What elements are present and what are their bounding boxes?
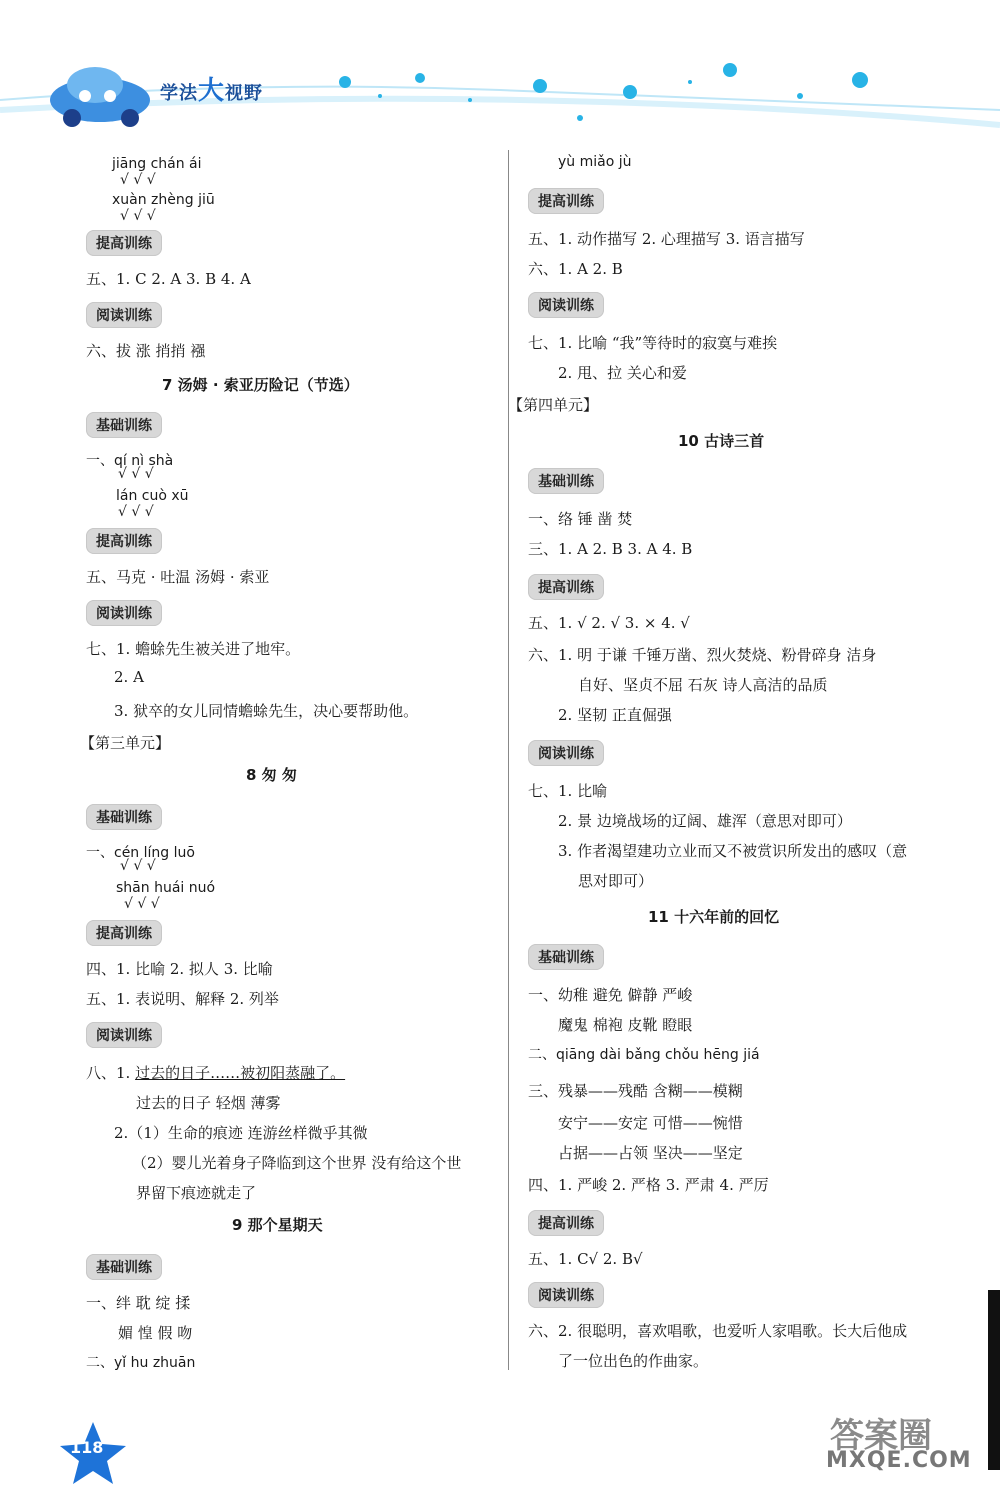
answer-line: 五、1. √ 2. √ 3. × 4. √ — [528, 614, 690, 632]
header-decoration — [0, 0, 1000, 140]
answer-line: 一、幼稚 避免 僻静 严峻 — [528, 986, 693, 1004]
answer-line: 过去的日子 轻烟 薄雾 — [136, 1094, 281, 1112]
section-tag: 阅读训练 — [528, 1282, 604, 1308]
section-tag: 提高训练 — [86, 528, 162, 554]
pinyin-row: 一、qí nì shà — [86, 453, 174, 469]
answer-line: 六、1. A 2. B — [528, 260, 623, 278]
answer-line: 三、残暴——残酷 含糊——模糊 — [528, 1082, 743, 1100]
section-tag: 提高训练 — [528, 574, 604, 600]
check-marks: √ √ √ — [120, 858, 156, 874]
watermark-url: MXQE.COM — [826, 1448, 972, 1473]
answer-line: 六、1. 明 于谦 千锤万凿、烈火焚烧、粉骨碎身 洁身 — [528, 646, 877, 664]
section-tag: 提高训练 — [86, 920, 162, 946]
answer-line: 2. 甩、拉 关心和爱 — [558, 364, 687, 382]
pinyin-row: yù miǎo jù — [558, 154, 632, 170]
answer-line: 六、2. 很聪明，喜欢唱歌，也爱听人家唱歌。长大后他成 — [528, 1322, 908, 1340]
pinyin-row: shān huái nuó — [116, 880, 216, 896]
answer-line: 了一位出色的作曲家。 — [558, 1352, 709, 1370]
page-header — [0, 0, 1000, 140]
page-number: 118 — [70, 1438, 104, 1457]
column-divider — [508, 150, 509, 1370]
lesson-title: 10 古诗三首 — [678, 432, 765, 450]
lesson-title: 7 汤姆 · 索亚历险记（节选） — [162, 376, 359, 394]
lesson-title: 9 那个星期天 — [232, 1216, 323, 1234]
watermark-logo: 答案圈 — [830, 1416, 932, 1456]
answer-line: 自好、坚贞不屈 石灰 诗人高洁的品质 — [578, 676, 828, 694]
edge-bar — [988, 1290, 1000, 1470]
answer-line: 3. 作者渴望建功立业而又不被赏识所发出的感叹（意 — [558, 842, 908, 860]
underlined-quote: 过去的日子……被初阳蒸融了。 — [135, 1064, 346, 1082]
section-tag: 基础训练 — [86, 412, 162, 438]
answer-line: 五、1. C 2. A 3. B 4. A — [86, 270, 251, 288]
answer-line: 七、1. 比喻 — [528, 782, 608, 800]
section-tag: 提高训练 — [528, 188, 604, 214]
check-marks: √ √ √ — [118, 504, 154, 520]
answer-line: 占据——占领 坚决——坚定 — [558, 1144, 743, 1162]
answer-prefix: 八、1. — [86, 1064, 136, 1082]
answer-line: 五、1. 动作描写 2. 心理描写 3. 语言描写 — [528, 230, 805, 248]
check-marks: √ √ √ — [120, 208, 156, 224]
pinyin-row: xuàn zhèng jiū — [112, 192, 215, 208]
section-tag: 阅读训练 — [86, 302, 162, 328]
answer-line: 界留下痕迹就走了 — [136, 1184, 257, 1202]
pinyin-row: jiāng chán ái — [112, 156, 202, 172]
lesson-title: 8 匆 匆 — [246, 766, 297, 784]
lesson-title: 11 十六年前的回忆 — [648, 908, 780, 926]
answer-line: 思对即可） — [578, 872, 654, 890]
answer-line: 3. 狱卒的女儿同情蟾蜍先生，决心要帮助他。 — [114, 702, 419, 720]
answer-line: 五、1. 表说明、解释 2. 列举 — [86, 990, 279, 1008]
answer-line: 2.（1）生命的痕迹 连游丝样微乎其微 — [114, 1124, 368, 1142]
check-marks: √ √ √ — [118, 466, 154, 482]
pinyin-row: 一、cén líng luō — [86, 845, 195, 861]
section-tag: 基础训练 — [528, 944, 604, 970]
unit-heading: 【第三单元】 — [80, 734, 171, 752]
answer-line: 六、拔 涨 捎捎 襁 — [86, 342, 206, 360]
car-icon — [50, 67, 150, 127]
answer-line: 七、1. 蟾蜍先生被关进了地牢。 — [86, 640, 301, 658]
section-tag: 阅读训练 — [86, 1022, 162, 1048]
section-tag: 阅读训练 — [528, 292, 604, 318]
answer-line: 一、绊 耽 绽 揉 — [86, 1294, 191, 1312]
answer-line: 2. A — [114, 668, 144, 686]
brand-logo: 学法大视野 — [160, 76, 264, 106]
section-tag: 提高训练 — [528, 1210, 604, 1236]
check-marks: √ √ √ — [120, 172, 156, 188]
pinyin-row: lán cuò xū — [116, 488, 189, 504]
section-tag: 提高训练 — [86, 230, 162, 256]
section-tag: 基础训练 — [528, 468, 604, 494]
unit-heading: 【第四单元】 — [508, 396, 599, 414]
answer-line: 七、1. 比喻 “我”等待时的寂寞与难挨 — [528, 334, 778, 352]
section-tag: 阅读训练 — [86, 600, 162, 626]
answer-line: 魔鬼 棉袍 皮靴 瞪眼 — [558, 1016, 693, 1034]
answer-line: 2. 坚韧 正直倔强 — [558, 706, 672, 724]
answer-line: 安宁——安定 可惜——惋惜 — [558, 1114, 743, 1132]
pinyin-row: 二、yǐ hu zhuān — [86, 1355, 196, 1371]
answer-line: 五、1. C√ 2. B√ — [528, 1250, 643, 1268]
answer-line — [86, 1062, 345, 1083]
answer-line: 五、马克 · 吐温 汤姆 · 索亚 — [86, 568, 270, 586]
answer-line: （2）婴儿光着身子降临到这个世界 没有给这个世 — [132, 1154, 462, 1172]
section-tag: 阅读训练 — [528, 740, 604, 766]
answer-line: 三、1. A 2. B 3. A 4. B — [528, 540, 693, 558]
section-tag: 基础训练 — [86, 804, 162, 830]
answer-line: 媚 惶 假 吻 — [118, 1324, 193, 1342]
answer-line: 四、1. 严峻 2. 严格 3. 严肃 4. 严厉 — [528, 1176, 769, 1194]
answer-line: 一、络 锤 凿 焚 — [528, 510, 633, 528]
section-tag: 基础训练 — [86, 1254, 162, 1280]
pinyin-row: 二、qiāng dài bǎng chǒu hēng jiá — [528, 1047, 760, 1063]
answer-line: 四、1. 比喻 2. 拟人 3. 比喻 — [86, 960, 273, 978]
check-marks: √ √ √ — [124, 896, 160, 912]
answer-line: 2. 景 边境战场的辽阔、雄浑（意思对即可） — [558, 812, 852, 830]
